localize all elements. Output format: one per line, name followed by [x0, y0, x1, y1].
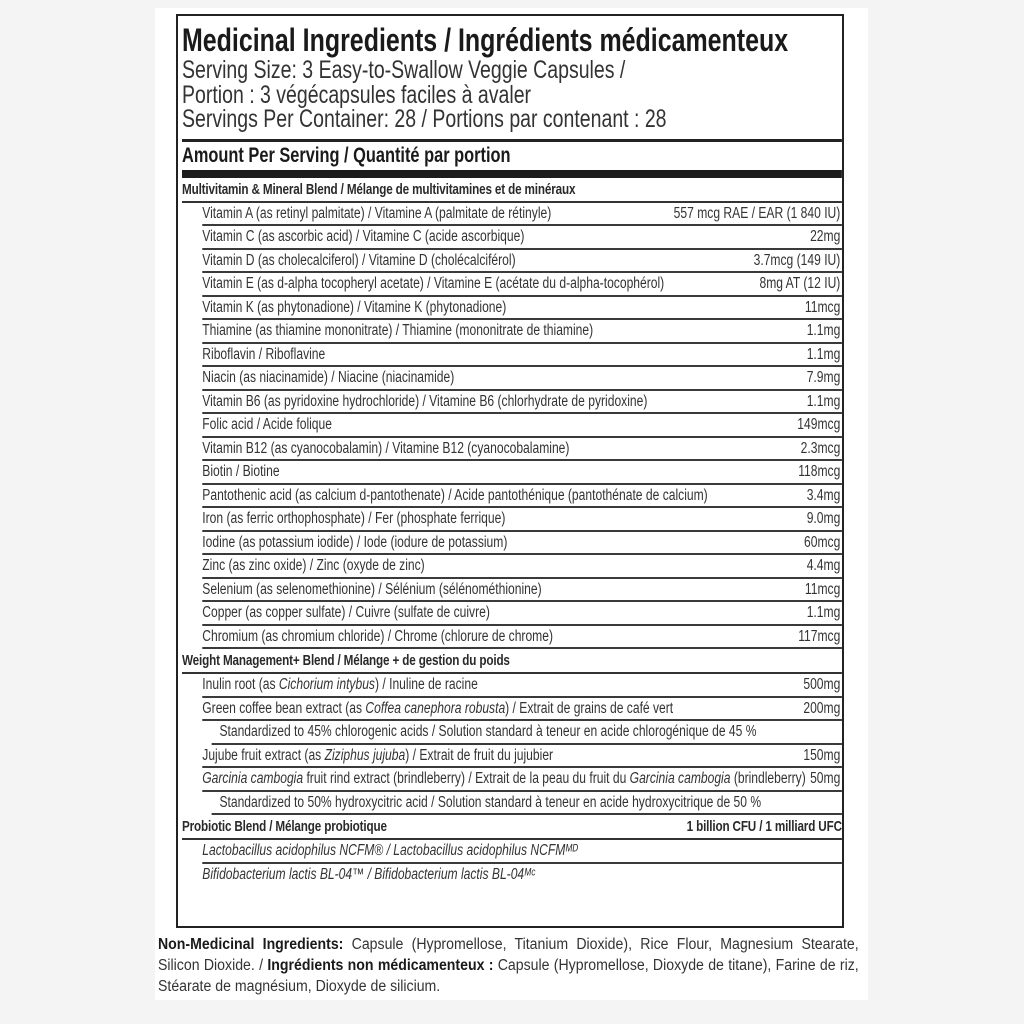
ingredient-name-part: Biotin / Biotine	[202, 463, 280, 480]
ingredient-name	[202, 203, 551, 225]
ingredient-name-part: (brindleberry)	[730, 770, 806, 787]
ingredient-amount: 2.3mcg	[800, 439, 841, 457]
ingredient-row	[202, 579, 842, 603]
ingredient-amount: 11mcg	[804, 298, 841, 316]
ingredient-amount: 117mcg	[798, 627, 841, 645]
ingredient-name-part: Garcinia cambogia	[202, 770, 304, 787]
ingredient-row	[202, 602, 842, 626]
ingredient-row	[202, 344, 842, 368]
ingredient-name	[202, 864, 535, 886]
ingredient-amount: 1.1mg	[806, 345, 841, 363]
ingredient-row	[202, 532, 842, 556]
ingredient-row	[202, 203, 842, 227]
non-medicinal-text: Capsule (Hypromellose, Titanium Dioxide), Rice Flour, Magnesium Stearate, Silicon Dioxide. /	[158, 936, 859, 974]
ingredient-name	[212, 721, 757, 743]
ingredient-name	[202, 485, 707, 507]
ingredient-name-part: Ziziphus jujuba	[324, 746, 406, 764]
panel-title: Medicinal Ingredients / Ingrédients médicamenteux	[182, 22, 789, 58]
ingredient-name	[202, 745, 553, 767]
ingredient-name-part: Iodine (as potassium iodide) / Iode (iodure de potassium)	[202, 533, 508, 551]
ingredient-row	[202, 367, 842, 391]
serving-size-fr: Portion : 3 végécapsules faciles à avaler	[182, 80, 532, 109]
ingredient-amount: 150mg	[803, 746, 841, 764]
ingredient-name	[202, 532, 507, 554]
ingredient-name-part: Vitamin E (as d-alpha tocopheryl acetate) / Vitamine E (acétate du d-alpha-tocophérol)	[202, 275, 665, 292]
serving-size: Serving Size: 3 Easy-to-Swallow Veggie Capsules /	[182, 56, 626, 84]
ingredient-row	[202, 555, 842, 579]
ingredient-name-part: Copper (as copper sulfate) / Cuivre (sulfate de cuivre)	[202, 604, 490, 621]
ingredient-name	[202, 344, 325, 366]
ingredient-amount: 60mcg	[804, 533, 841, 551]
non-medicinal-text: Ingrédients non médicamenteux :	[267, 957, 494, 974]
ingredient-amount: 50mg	[810, 770, 841, 787]
ingredient-name-part: Pantothenic acid (as calcium d-pantothenate) / Acide pantothénique (pantothénate de calcium)	[202, 486, 708, 504]
ingredient-row	[202, 273, 842, 297]
ingredient-name-part: Chromium (as chromium chloride) / Chrome (chlorure de chrome)	[202, 627, 553, 645]
ingredient-name	[202, 579, 541, 601]
ingredient-amount: 500mg	[803, 676, 841, 693]
ingredient-name-part: Vitamin B6 (as pyridoxine hydrochloride) / Vitamine B6 (chlorhydrate de pyridoxine)	[202, 392, 648, 410]
amount-per-serving-header: Amount Per Serving / Quantité par portion	[182, 143, 511, 167]
blend-header	[182, 650, 842, 674]
medicinal-ingredients-panel	[176, 14, 844, 928]
ingredient-name-part: Bifidobacterium lactis BL-04™ / Bifidobacterium lactis BL-04ᴹᶜ	[202, 865, 536, 883]
ingredient-name	[202, 555, 424, 577]
ingredient-name-part: Lactobacillus acidophilus NCFM® / Lactobacillus acidophilus NCFMᴹᴰ	[202, 842, 578, 859]
ingredient-name	[202, 461, 279, 483]
ingredient-name-part: Coffea canephora robusta	[365, 699, 506, 717]
ingredient-name-part: Zinc (as zinc oxide) / Zinc (oxyde de zinc)	[202, 557, 425, 574]
ingredient-row	[202, 461, 842, 485]
ingredient-name-part: Iron (as ferric orthophosphate) / Fer (phosphate ferrique)	[202, 510, 506, 527]
ingredient-amount	[840, 840, 842, 862]
blend-name: Probiotic Blend / Mélange probiotique	[182, 818, 387, 835]
ingredient-name	[202, 768, 805, 790]
ingredient-row	[202, 320, 842, 344]
ingredient-name-part: Vitamin D (as cholecalciferol) / Vitamine D (cholécalciférol)	[202, 251, 516, 269]
ingredient-name	[202, 626, 553, 648]
ingredient-row	[212, 721, 842, 745]
ingredient-row	[212, 792, 842, 816]
blend-list	[182, 179, 842, 886]
ingredient-name	[202, 840, 577, 862]
ingredient-amount	[840, 792, 842, 814]
ingredient-name-part: ) / Extrait de grains de café vert	[505, 699, 674, 717]
ingredient-amount: 22mg	[810, 228, 841, 245]
blend-header	[182, 179, 842, 203]
ingredient-name-part: Jujube fruit extract (as	[202, 746, 325, 764]
ingredient-name	[202, 674, 478, 696]
ingredient-name	[202, 438, 569, 460]
ingredient-row	[202, 250, 842, 274]
ingredient-row	[202, 226, 842, 250]
panel-content	[182, 16, 842, 885]
ingredient-name-part: Cichorium intybus	[278, 676, 375, 693]
ingredient-name-part: fruit rind extract (brindleberry) / Extrait de la peau du fruit du	[303, 770, 630, 787]
ingredient-name	[202, 414, 332, 436]
ingredient-name	[202, 250, 515, 272]
ingredient-name-part: Standardized to 45% chlorogenic acids / Solution standard à teneur en acide chlorogénique de 45 %	[219, 723, 757, 740]
ingredient-amount: 11mcg	[804, 580, 841, 598]
ingredient-name-part: Vitamin C (as ascorbic acid) / Vitamine C (acide ascorbique)	[202, 228, 525, 245]
ingredient-name-part: Standardized to 50% hydroxycitric acid / Solution standard à teneur en acide hydroxycitrique de 50 %	[219, 793, 762, 811]
ingredient-name	[202, 391, 647, 413]
thick-divider	[182, 170, 842, 178]
ingredient-row	[202, 297, 842, 321]
ingredient-row	[202, 698, 842, 722]
ingredient-row	[202, 626, 842, 650]
ingredient-name-part: ) / Inuline de racine	[374, 676, 478, 693]
blend-header	[182, 816, 842, 840]
ingredient-name-part: Garcinia cambogia	[629, 770, 731, 787]
ingredient-row	[202, 438, 842, 462]
ingredient-name-part: ) / Extrait de fruit du jujubier	[405, 746, 554, 764]
ingredient-name-part: Vitamin K (as phytonadione) / Vitamine K (phytonadione)	[202, 298, 507, 316]
ingredient-name-part: Green coffee bean extract (as	[202, 699, 366, 717]
ingredient-name	[202, 297, 506, 319]
ingredient-amount	[840, 864, 842, 886]
ingredient-name-part: Vitamin A (as retinyl palmitate) / Vitamine A (palmitate de rétinyle)	[202, 204, 552, 222]
blend-name: Multivitamin & Mineral Blend / Mélange de multivitamines et de minéraux	[182, 180, 576, 198]
ingredient-row	[202, 745, 842, 769]
non-medicinal-ingredients	[158, 934, 859, 997]
ingredient-amount: 118mcg	[798, 463, 841, 480]
ingredient-amount: 8mg AT (12 IU)	[759, 275, 841, 292]
ingredient-amount: 1.1mg	[806, 392, 841, 410]
ingredient-row	[202, 674, 842, 698]
ingredient-amount: 9.0mg	[806, 510, 841, 527]
ingredient-name	[202, 320, 593, 342]
ingredient-amount: 149mcg	[797, 416, 841, 433]
ingredient-name-part: Riboflavin / Riboflavine	[202, 345, 326, 363]
non-medicinal-text: Capsule (Hypromellose, Dioxyde de titane), Farine de riz, Stéarate de magnésium, Dioxyde de silicium.	[158, 957, 859, 995]
ingredient-row	[202, 768, 842, 792]
ingredient-amount: 3.7mcg (149 IU)	[753, 251, 841, 269]
ingredient-name	[202, 367, 454, 389]
blend-amount: 1 billion CFU / 1 milliard UFC	[686, 818, 842, 835]
ingredient-amount: 1.1mg	[806, 322, 841, 339]
ingredient-name-part: Vitamin B12 (as cyanocobalamin) / Vitamine B12 (cyanocobalamine)	[202, 439, 570, 457]
ingredient-row	[202, 414, 842, 438]
ingredient-row	[202, 391, 842, 415]
servings-per-container: Servings Per Container: 28 / Portions par contenant : 28	[182, 105, 667, 133]
ingredient-name-part: Thiamine (as thiamine mononitrate) / Thiamine (mononitrate de thiamine)	[202, 322, 594, 339]
ingredient-amount: 3.4mg	[806, 486, 841, 504]
ingredient-row	[202, 840, 842, 864]
ingredient-name-part: Inulin root (as	[202, 676, 279, 693]
ingredient-row	[202, 864, 842, 886]
ingredient-amount: 200mg	[803, 699, 841, 717]
ingredient-name	[212, 792, 761, 814]
ingredient-amount: 1.1mg	[806, 604, 841, 621]
ingredient-name	[202, 698, 673, 720]
blend-name: Weight Management+ Blend / Mélange + de gestion du poids	[182, 652, 510, 669]
ingredient-name-part: Folic acid / Acide folique	[202, 416, 332, 433]
ingredient-name-part: Selenium (as selenomethionine) / Sélénium (sélénométhionine)	[202, 580, 542, 598]
ingredient-name	[202, 226, 524, 248]
ingredient-row	[202, 508, 842, 532]
ingredient-name	[202, 273, 664, 295]
ingredient-name	[202, 602, 490, 624]
ingredient-amount: 557 mcg RAE / EAR (1 840 IU)	[673, 204, 841, 222]
ingredient-amount	[840, 721, 842, 743]
non-medicinal-text: Non-Medicinal Ingredients:	[158, 936, 344, 953]
ingredient-amount: 7.9mg	[806, 369, 841, 386]
ingredient-row	[202, 485, 842, 509]
ingredient-amount: 4.4mg	[806, 557, 841, 574]
ingredient-name	[202, 508, 505, 530]
ingredient-name-part: Niacin (as niacinamide) / Niacine (niacinamide)	[202, 369, 455, 386]
